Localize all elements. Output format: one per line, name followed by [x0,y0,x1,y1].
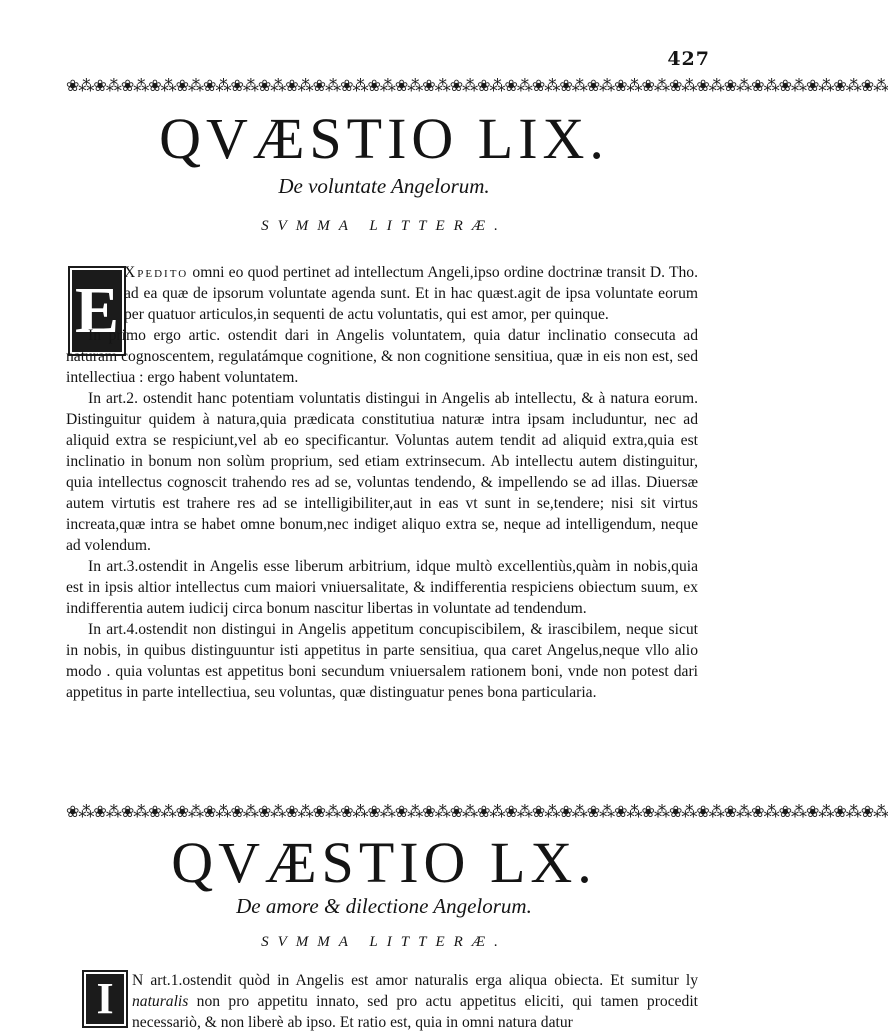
question-60-summa-heading: SVMMA LITTERÆ. [261,934,507,950]
question-59-summa-heading: SVMMA LITTERÆ. [261,218,507,234]
text-start: N art.1.ostendit quòd in Angelis est amor naturalis erga aliqua obiecta. Et sumitur ly [132,972,698,989]
paragraph-article-1: In primo ergo artic. ostendit dari in Angelis voluntatem, quia datur inclinatio consecuta ad naturam cognoscentem, regulatámque cognitione, & non cognitione sensitiua, quæ in eis non est, sed intellectiua : ergo habent voluntatem. [66,327,698,386]
text-end: non pro appetitu innato, sed pro actu appetitus eliciti, qui tamen procedit necessariò, & non liberè ab ipso. Et ratio est, quia in omni natura datur [132,993,699,1031]
ornament-band-top: ❀⁂❀⁂❀⁂❀⁂❀⁂❀⁂❀⁂❀⁂❀⁂❀⁂❀⁂❀⁂❀⁂❀⁂❀⁂❀⁂❀⁂❀⁂❀⁂❀⁂❀⁂❀⁂❀⁂❀⁂❀⁂❀⁂❀⁂❀⁂❀⁂❀⁂ [66,76,888,95]
paragraph-article-2: In art.2. ostendit hanc potentiam voluntatis distingui in Angelis ab intellectu, & à natura eorum. Distinguitur quidem à natura,quia prædicata constitutiua naturæ intra ipsam includuntur, nec ad aliquid extra se respiciunt,vel ab eo specificantur. Voluntas autem tendit ad aliquid extra,quia est inclinatio in bonum non solùm proprium, sed etiam extrinsecum. Ab intellectu autem distinguitur, quia intellectus cognoscit trahendo res ad se, voluntas tendendo, & impellendo se ad illas. Diuersæ autem virtutis est trahere res ad se intelligibiliter,aut in eas vt sunt in se,tendere; nisi sit virtus increata,quæ intra se habet omne bonum,nec indiget aliquo extra se, neque ad intelligendum, neque ad volendum. [66,390,698,554]
question-60-title: QVÆSTIO LX. [171,830,597,895]
question-60-text [132,970,698,1033]
paragraph-article-1-q60 [132,970,698,1033]
question-59-text [66,262,698,703]
italic-term: naturalis [132,993,189,1010]
paragraph-intro [124,262,698,325]
paragraph-intro-text: omni eo quod pertinet ad intellectum Angeli,ipso ordine doctrinæ transit D. Tho. ad ea quæ de ipsorum voluntate agenda sunt. Et in hac quæst.agit de ipsa voluntate eorum per quatuor articulos,in sequenti de actu voluntatis, qui est amor, per quinque. [124,264,698,323]
paragraph-article-3: In art.3.ostendit in Angelis esse liberum arbitrium, idque multò excellentiùs,quàm in nobis,quia est in ipsis altior intellectus cum maiori vniuersalitate, & indifferentia respiciens obiectum suum, ex indifferentia autem iudicij circa bonum nascitur libertas in voluntate ad tendendum. [66,558,698,617]
drop-cap-i: I [82,970,128,1028]
lead-word: Xpedito [124,264,189,281]
question-60-subtitle: De amore & dilectione Angelorum. [236,894,532,918]
question-59-subtitle: De voluntate Angelorum. [278,174,490,198]
ornament-band-middle: ❀⁂❀⁂❀⁂❀⁂❀⁂❀⁂❀⁂❀⁂❀⁂❀⁂❀⁂❀⁂❀⁂❀⁂❀⁂❀⁂❀⁂❀⁂❀⁂❀⁂❀⁂❀⁂❀⁂❀⁂❀⁂❀⁂❀⁂❀⁂❀⁂❀⁂ [66,802,888,821]
drop-cap-e: E [68,266,126,356]
paragraph-article-4: In art.4.ostendit non distingui in Angelis appetitum concupiscibilem, & irascibilem, neque sicut in nobis, in quibus distinguuntur isti appetitus in parte sensitiua, qua caret Angelus,neque vllo alio modo . quia voluntas est appetitus boni secundum vniuersalem rationem boni, vnde non potest dari appetitus in parte intellectiua, seu voluntas, quæ distinguatur penes bona particularia. [66,621,698,701]
page-number: 427 [667,48,710,70]
question-59-title: QVÆSTIO LIX. [159,106,609,171]
